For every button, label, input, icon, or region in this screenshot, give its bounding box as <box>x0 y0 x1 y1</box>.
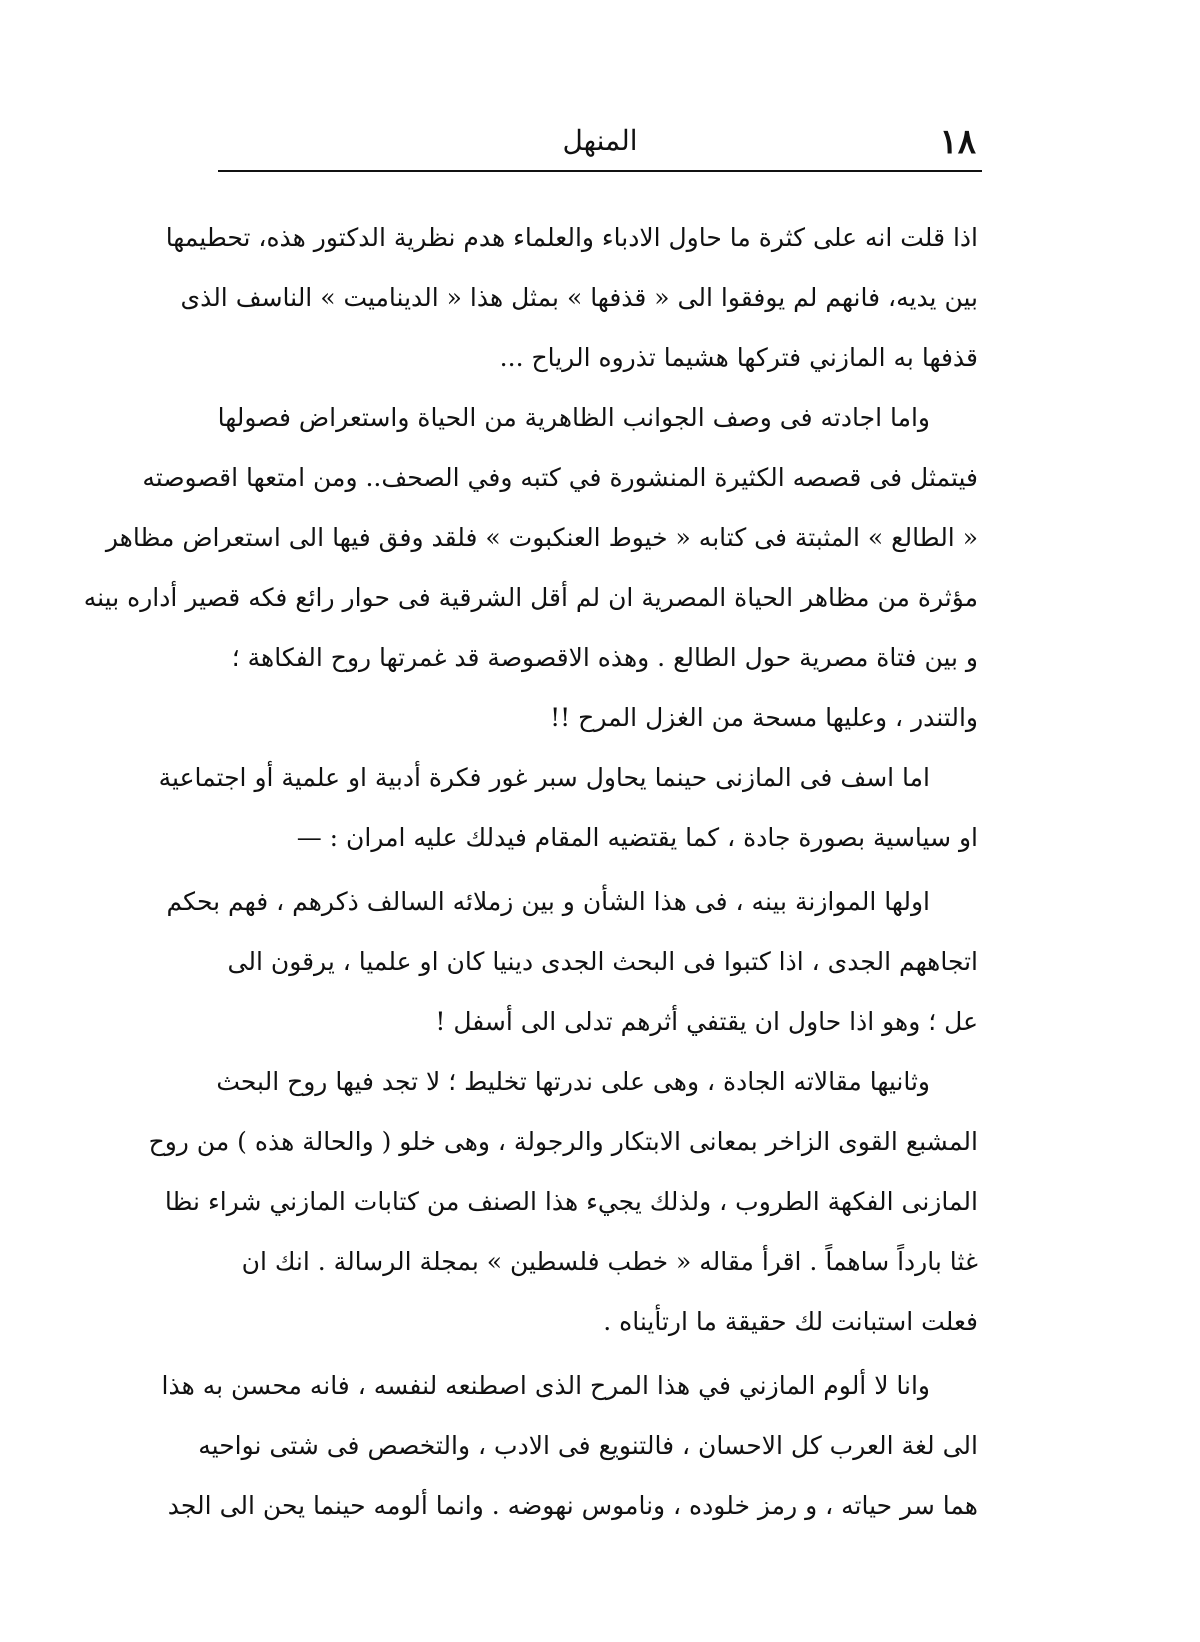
article-body <box>83 208 978 1536</box>
header-divider <box>218 170 982 172</box>
text-line: اولها الموازنة بينه ، فى هذا الشأن و بين زملائه السالف ذكرهم ، فهم بحكم <box>166 887 930 916</box>
text-line: الى لغة العرب كل الاحسان ، فالتنويع فى الادب ، والتخصص فى شتى نواحيه <box>198 1431 978 1460</box>
paragraph <box>165 208 978 388</box>
text-line: قذفها به المازني فتركها هشيما تذروه الرياح ... <box>499 343 978 372</box>
text-line: المازنى الفكهة الطروب ، ولذلك يجيء هذا الصنف من كتابات المازني شراء نظا <box>164 1187 978 1216</box>
text-line: فيتمثل فى قصصه الكثيرة المنشورة في كتبه وفي الصحف.. ومن امتعها اقصوصته <box>142 463 978 492</box>
text-line: و بين فتاة مصرية حول الطالع . وهذه الاقصوصة قد غمرتها روح الفكاهة ؛ <box>231 643 978 672</box>
text-line: وانا لا ألوم المازني في هذا المرح الذى اصطنعه لنفسه ، فانه محسن به هذا <box>161 1371 930 1400</box>
page-number: ١٨ <box>939 122 976 162</box>
paragraph <box>166 872 978 1052</box>
text-line: اتجاههم الجدى ، اذا كتبوا فى البحث الجدى دينيا كان او علميا ، يرقون الى <box>227 947 978 976</box>
text-line: المشبع القوى الزاخر بمعانى الابتكار والرجولة ، وهى خلو ( والحالة هذه ) من روح <box>148 1127 978 1156</box>
text-line: واما اجادته فى وصف الجوانب الظاهرية من الحياة واستعراض فصولها <box>217 403 930 432</box>
text-line: اذا قلت انه على كثرة ما حاول الادباء والعلماء هدم نظرية الدكتور هذه، تحطيمها <box>165 223 978 252</box>
paragraph <box>148 1052 978 1352</box>
page-header <box>220 118 980 168</box>
paragraph <box>161 1356 978 1536</box>
text-line: وثانيها مقالاته الجادة ، وهى على ندرتها تخليط ؛ لا تجد فيها روح البحث <box>216 1067 930 1096</box>
paragraph <box>83 388 978 748</box>
text-line: مؤثرة من مظاهر الحياة المصرية ان لم أقل الشرقية فى حوار رائع فكه قصير أداره بينه <box>83 583 978 612</box>
journal-title: المنهل <box>562 124 638 157</box>
text-line: اما اسف فى المازنى حينما يحاول سبر غور فكرة أدبية او علمية أو اجتماعية <box>158 763 930 792</box>
text-line: عل ؛ وهو اذا حاول ان يقتفي أثرهم تدلى الى أسفل ! <box>435 1007 978 1036</box>
text-line: هما سر حياته ، و رمز خلوده ، وناموس نهوضه . وانما ألومه حينما يحن الى الجد <box>167 1491 978 1520</box>
text-line: « الطالع » المثبتة فى كتابه « خيوط العنكبوت » فلقد وفق فيها الى استعراض مظاهر <box>105 523 978 552</box>
text-line: بين يديه، فانهم لم يوفقوا الى « قذفها » بمثل هذا « الديناميت » الناسف الذى <box>180 283 978 312</box>
text-line: فعلت استبانت لك حقيقة ما ارتأيناه . <box>603 1307 978 1336</box>
text-line: غثا بارداً ساهماً . اقرأ مقاله « خطب فلسطين » بمجلة الرسالة . انك ان <box>241 1247 978 1276</box>
paragraph <box>158 748 978 868</box>
text-line: او سياسية بصورة جادة ، كما يقتضيه المقام فيدلك عليه امران : — <box>296 823 978 852</box>
text-line: والتندر ، وعليها مسحة من الغزل المرح !! <box>550 703 978 732</box>
